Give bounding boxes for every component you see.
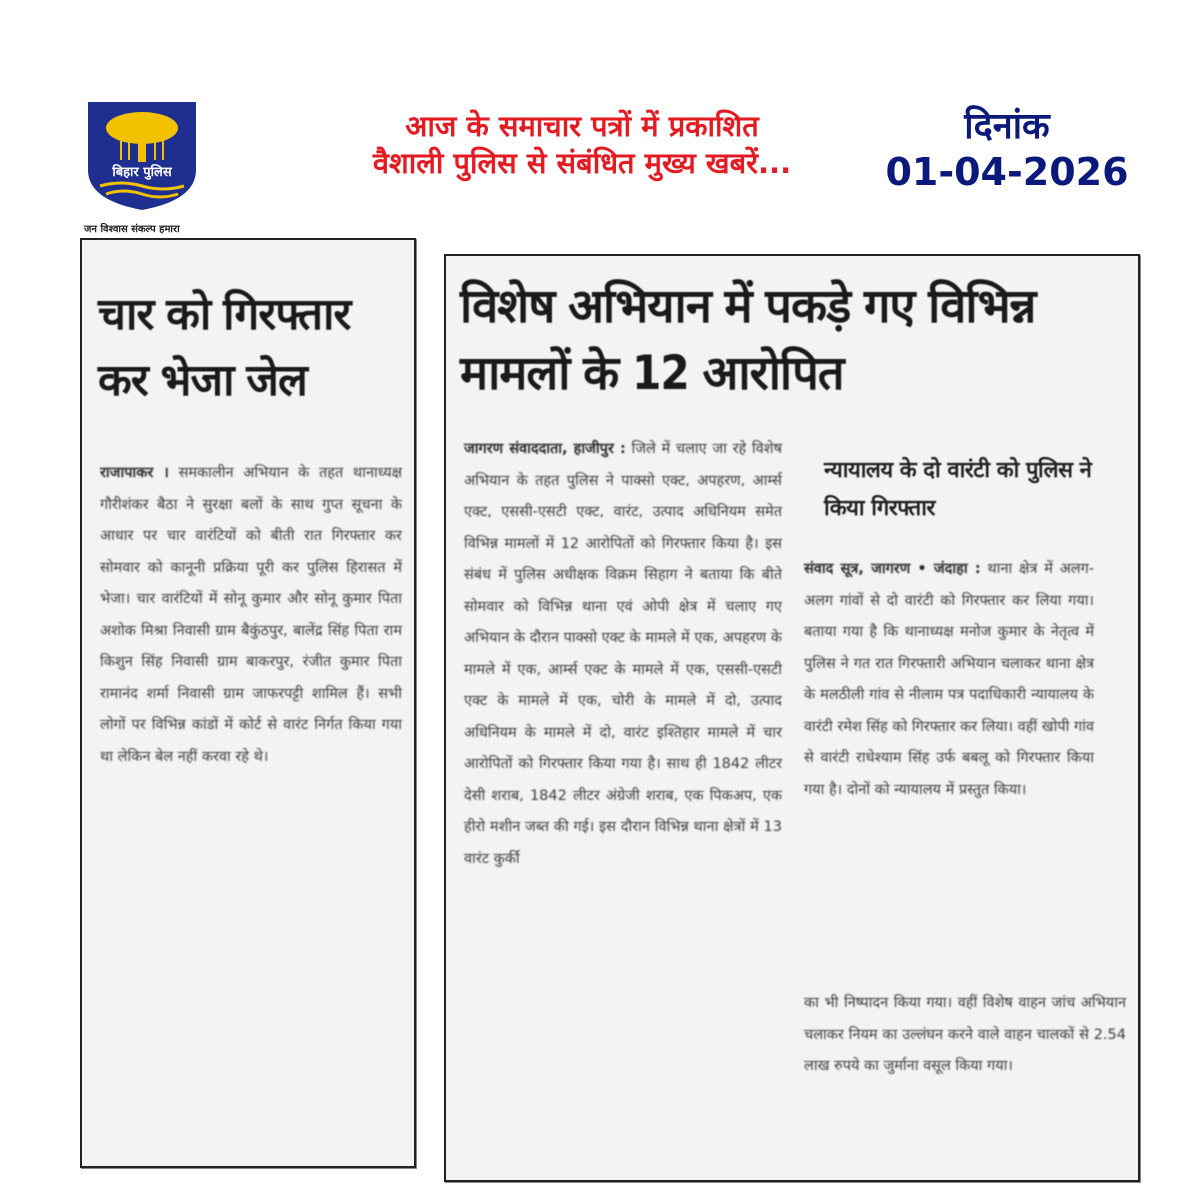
story-continuation: का भी निष्पादन किया गया। वहीं विशेष वाहन जांच अभियान चलाकर नियम का उल्लंघन करने वाले वाहन चालकों से 2.54 लाख रुपये का जुर्माना वसूल किया गया।	[804, 995, 1126, 1074]
sub-story-body-text: थाना क्षेत्र में अलग-अलग गांवों से दो वारंटी को गिरफ्तार कर लिया गया। बताया गया है कि थानाध्यक्ष मनोज कुमार के नेतृत्व में पुलिस ने गत रात गिरफ्तारी अभियान चलाकर थाना क्षेत्र के मलठीली गांव से नीलाम पत्र पदाधिकारी न्यायालय के वारंटी रमेश सिंह को गिरफ्तार कर लिया। वहीं खोपी गांव से वारंटी राधेश्याम सिंह उर्फ बबलू को गिरफ्तार किया गया है। दोनों को न्यायालय में प्रस्तुत किया।	[804, 561, 1095, 798]
sub-story-body	[804, 554, 1094, 806]
sub-story-byline: संवाद सूत्र, जागरण • जंदाहा :	[804, 561, 981, 577]
date-value: 01-04-2026	[885, 150, 1129, 194]
page-headline	[282, 108, 882, 182]
headline-line-1: आज के समाचार पत्रों में प्रकाशित	[405, 109, 759, 143]
logo-motto: जन विश्वास संकल्प हमारा	[84, 224, 180, 235]
clipping-dateline: राजापाकर ।	[100, 465, 169, 481]
clipping-byline: जागरण संवाददाता, हाजीपुर :	[464, 441, 626, 457]
clipping-headline: चार को गिरफ्तार कर भेजा जेल	[98, 289, 351, 406]
clipping-headline: विशेष अभियान में पकड़े गए विभिन्न मामलों के 12 आरोपित	[460, 279, 1036, 401]
clipping-body-text: जिले में चलाए जा रहे विशेष अभियान के तहत पुलिस ने पाक्सो एक्ट, अपहरण, आर्म्स एक्ट, एससी-एसटी एक्ट, वारंट, उत्पाद अधिनियम समेत विभिन्न मामलों में 12 आरोपितों को गिरफ्तार किया है। इस संबंध में पुलिस अधीक्षक विक्रम सिहाग ने बताया कि बीते सोमवार को विभिन्न थाना एवं ओपी क्षेत्र में चलाए गए अभियान के दौरान पाक्सो एक्ट के मामले में एक, अपहरण के मामले में एक, आर्म्स एक्ट के मामले में एक, एससी-एसटी एक्ट के मामले में एक, चोरी के मामले में दो, उत्पाद अधिनियम के मामले में दो, वारंट इश्तिहार मामले में चार आरोपितों को गिरफ्तार किया गया है। साथ ही 1842 लीटर देसी शराब, 1842 लीटर अंग्रेजी शराब, एक पिकअप, एक हीरो मशीन जब्त की गई। इस दौरान विभिन्न थाना क्षेत्रों में 13 वारंट कुर्की	[464, 441, 782, 867]
sub-story-headline: न्यायालय के दो वारंटी को पुलिस ने किया गिरफ्तार	[824, 458, 1092, 521]
date-label: दिनांक	[964, 106, 1050, 147]
clipping-body	[464, 434, 782, 875]
logo-text: बिहार पुलिस	[112, 165, 172, 180]
date-block	[872, 104, 1142, 197]
headline-line-2: वैशाली पुलिस से संबंधित मुख्य खबरें...	[372, 146, 792, 181]
bihar-police-emblem	[86, 100, 198, 212]
news-clipping-left	[80, 238, 416, 1168]
news-clipping-right	[444, 254, 1140, 1182]
clipping-body-text: समकालीन अभियान के तहत थानाध्यक्ष गौरीशंकर बैठा ने सुरक्षा बलों के साथ गुप्त सूचना के आधार पर चार वारंटियों को बीती रात गिरफ्तार कर सोमवार को कानूनी प्रक्रिया पूरी कर पुलिस हिरासत में भेजा। चार वारंटियों में सोनू कुमार और सोनू कुमार पिता अशोक मिश्रा निवासी ग्राम बैकुंठपुर, बालेंद्र सिंह पिता राम किशुन सिंह निवासी ग्राम बाकरपुर, रंजीत कुमार पिता रामानंद शर्मा निवासी ग्राम जाफरपट्टी शामिल हैं। सभी लोगों पर विभिन्न कांडों में कोर्ट से वारंट निर्गत किया गया था लेकिन बेल नहीं करवा रहे थे।	[100, 465, 403, 765]
clipping-body	[100, 458, 402, 773]
